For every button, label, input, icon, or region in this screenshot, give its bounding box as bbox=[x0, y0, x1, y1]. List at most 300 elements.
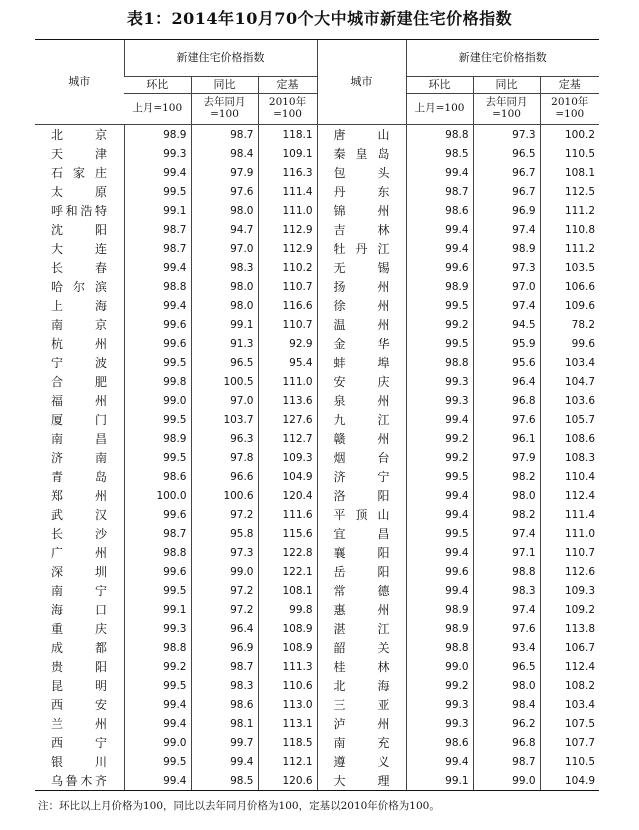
mom-value: 100.0 bbox=[124, 486, 191, 505]
mom-value: 99.5 bbox=[124, 752, 191, 771]
yoy-value: 98.9 bbox=[473, 239, 540, 258]
mom-value: 99.5 bbox=[124, 182, 191, 201]
fixed-base-value: 110.6 bbox=[258, 676, 317, 695]
city-cell bbox=[317, 524, 406, 543]
table-row bbox=[35, 410, 599, 429]
city-cell bbox=[35, 391, 124, 410]
city-cell bbox=[317, 562, 406, 581]
city-cell bbox=[35, 752, 124, 771]
city-name: 宁波 bbox=[51, 356, 107, 370]
mom-value: 98.9 bbox=[406, 277, 473, 296]
yoy-value: 96.4 bbox=[473, 372, 540, 391]
fixed-base-value: 92.9 bbox=[258, 334, 317, 353]
mom-value: 99.5 bbox=[124, 353, 191, 372]
mom-value: 99.4 bbox=[124, 771, 191, 791]
mom-value: 99.4 bbox=[406, 543, 473, 562]
yoy-value: 93.4 bbox=[473, 638, 540, 657]
city-name: 三亚 bbox=[333, 698, 390, 712]
index-group-header: 新建住宅价格指数 bbox=[406, 40, 599, 77]
city-name: 昆明 bbox=[51, 679, 107, 693]
city-name: 青岛 bbox=[51, 470, 107, 484]
fixed-base-value: 107.7 bbox=[540, 733, 599, 752]
fixed-base-value: 111.0 bbox=[258, 372, 317, 391]
table-row bbox=[35, 125, 599, 145]
yoy-value: 97.6 bbox=[473, 410, 540, 429]
yoy-value: 98.3 bbox=[191, 676, 258, 695]
city-name: 天津 bbox=[51, 147, 107, 161]
fixed-base-value: 113.1 bbox=[258, 714, 317, 733]
mom-value: 99.6 bbox=[124, 334, 191, 353]
yoy-value: 97.3 bbox=[191, 543, 258, 562]
fixed-base-value: 99.8 bbox=[258, 600, 317, 619]
city-name: 蚌埠 bbox=[333, 356, 390, 370]
mom-value: 99.4 bbox=[406, 486, 473, 505]
yoy-value: 99.4 bbox=[191, 752, 258, 771]
fixed-base-year-header: 2010年=100 bbox=[540, 94, 599, 125]
yoy-value: 96.2 bbox=[473, 714, 540, 733]
yoy-value: 98.4 bbox=[191, 144, 258, 163]
mom-value: 99.2 bbox=[406, 448, 473, 467]
mom-value: 99.0 bbox=[406, 657, 473, 676]
table-footnote: 注：环比以上月价格为100，同比以去年同月价格为100，定基以2010年价格为100。 bbox=[38, 800, 440, 812]
mom-value: 98.7 bbox=[124, 239, 191, 258]
yoy-value: 98.7 bbox=[191, 125, 258, 145]
fixed-base-value: 122.1 bbox=[258, 562, 317, 581]
table-row bbox=[35, 258, 599, 277]
mom-value: 99.1 bbox=[124, 201, 191, 220]
fixed-base-value: 110.2 bbox=[258, 258, 317, 277]
city-name: 沈阳 bbox=[51, 223, 107, 237]
city-cell bbox=[317, 657, 406, 676]
yoy-value: 99.0 bbox=[191, 562, 258, 581]
yoy-value: 99.7 bbox=[191, 733, 258, 752]
fixed-base-value: 113.0 bbox=[258, 695, 317, 714]
city-cell bbox=[35, 372, 124, 391]
fixed-base-value: 95.4 bbox=[258, 353, 317, 372]
fixed-base-value: 110.7 bbox=[258, 277, 317, 296]
mom-value: 99.5 bbox=[406, 524, 473, 543]
yoy-value: 97.2 bbox=[191, 581, 258, 600]
mom-value: 99.5 bbox=[124, 676, 191, 695]
city-name: 金华 bbox=[333, 337, 390, 351]
table-row bbox=[35, 600, 599, 619]
city-name: 厦门 bbox=[51, 413, 107, 427]
yoy-value: 98.7 bbox=[191, 657, 258, 676]
city-cell bbox=[317, 676, 406, 695]
city-cell bbox=[317, 239, 406, 258]
city-cell bbox=[317, 315, 406, 334]
city-name: 石家庄 bbox=[51, 166, 107, 180]
fixed-base-value: 110.7 bbox=[258, 315, 317, 334]
city-name: 西安 bbox=[51, 698, 107, 712]
mom-header: 环比 bbox=[406, 77, 473, 94]
city-name: 北海 bbox=[333, 679, 390, 693]
yoy-value: 97.4 bbox=[473, 600, 540, 619]
table-row bbox=[35, 277, 599, 296]
city-name: 武汉 bbox=[51, 508, 107, 522]
city-cell bbox=[317, 220, 406, 239]
yoy-value: 97.2 bbox=[191, 505, 258, 524]
yoy-value: 97.9 bbox=[191, 163, 258, 182]
fixed-base-value: 107.5 bbox=[540, 714, 599, 733]
fixed-base-value: 100.2 bbox=[540, 125, 599, 145]
yoy-value: 94.5 bbox=[473, 315, 540, 334]
city-cell bbox=[317, 163, 406, 182]
city-cell bbox=[35, 429, 124, 448]
table-row bbox=[35, 657, 599, 676]
city-name: 贵阳 bbox=[51, 660, 107, 674]
city-cell bbox=[317, 334, 406, 353]
table-row bbox=[35, 695, 599, 714]
city-cell bbox=[35, 182, 124, 201]
fixed-base-value: 111.0 bbox=[258, 201, 317, 220]
city-name: 合肥 bbox=[51, 375, 107, 389]
fixed-base-value: 110.5 bbox=[540, 752, 599, 771]
mom-value: 98.6 bbox=[406, 733, 473, 752]
city-name: 重庆 bbox=[51, 622, 107, 636]
city-cell bbox=[35, 315, 124, 334]
city-cell bbox=[317, 695, 406, 714]
city-name: 福州 bbox=[51, 394, 107, 408]
yoy-value: 96.8 bbox=[473, 733, 540, 752]
mom-value: 98.8 bbox=[406, 353, 473, 372]
city-cell bbox=[317, 600, 406, 619]
mom-value: 99.5 bbox=[124, 581, 191, 600]
yoy-value: 98.2 bbox=[473, 505, 540, 524]
yoy-header: 同比 bbox=[473, 77, 540, 94]
table-row bbox=[35, 239, 599, 258]
city-name: 成都 bbox=[51, 641, 107, 655]
city-name: 惠州 bbox=[333, 603, 390, 617]
mom-header: 环比 bbox=[124, 77, 191, 94]
yoy-value: 96.9 bbox=[191, 638, 258, 657]
city-cell bbox=[35, 277, 124, 296]
fixed-base-value: 110.4 bbox=[540, 467, 599, 486]
city-cell bbox=[35, 733, 124, 752]
yoy-value: 100.6 bbox=[191, 486, 258, 505]
city-name: 宜昌 bbox=[333, 527, 390, 541]
fixed-base-value: 108.3 bbox=[540, 448, 599, 467]
table-title: 表1：2014年10月70个大中城市新建住宅价格指数 bbox=[126, 9, 513, 28]
city-name: 大理 bbox=[333, 774, 390, 788]
city-name: 长沙 bbox=[51, 527, 107, 541]
yoy-value: 91.3 bbox=[191, 334, 258, 353]
city-cell bbox=[317, 771, 406, 791]
city-cell bbox=[35, 505, 124, 524]
yoy-value: 100.5 bbox=[191, 372, 258, 391]
fixed-base-value: 103.4 bbox=[540, 695, 599, 714]
city-cell bbox=[35, 144, 124, 163]
city-cell bbox=[35, 600, 124, 619]
yoy-value: 98.7 bbox=[473, 752, 540, 771]
fixed-base-value: 111.4 bbox=[540, 505, 599, 524]
city-name: 南充 bbox=[333, 736, 390, 750]
yoy-value: 96.3 bbox=[191, 429, 258, 448]
city-name: 丹东 bbox=[333, 185, 390, 199]
city-name: 吉林 bbox=[333, 223, 390, 237]
yoy-value: 96.5 bbox=[473, 657, 540, 676]
fixed-base-value: 111.4 bbox=[258, 182, 317, 201]
table-row bbox=[35, 543, 599, 562]
mom-value: 99.5 bbox=[124, 410, 191, 429]
fixed-base-value: 112.9 bbox=[258, 220, 317, 239]
city-cell bbox=[317, 505, 406, 524]
mom-value: 99.4 bbox=[406, 163, 473, 182]
city-name: 秦皇岛 bbox=[333, 147, 390, 161]
fixed-base-value: 109.3 bbox=[540, 581, 599, 600]
city-name: 深圳 bbox=[51, 565, 107, 579]
fixed-base-value: 108.1 bbox=[258, 581, 317, 600]
fixed-base-value: 110.5 bbox=[540, 144, 599, 163]
fixed-base-value: 112.4 bbox=[540, 486, 599, 505]
mom-value: 99.4 bbox=[406, 410, 473, 429]
city-name: 湛江 bbox=[333, 622, 390, 636]
fixed-base-value: 108.9 bbox=[258, 619, 317, 638]
table-row bbox=[35, 201, 599, 220]
mom-value: 99.3 bbox=[124, 619, 191, 638]
city-name: 南昌 bbox=[51, 432, 107, 446]
city-name: 安庆 bbox=[333, 375, 390, 389]
city-column-header: 城市 bbox=[35, 40, 124, 125]
fixed-base-value: 120.6 bbox=[258, 771, 317, 791]
city-cell bbox=[317, 391, 406, 410]
city-cell bbox=[35, 334, 124, 353]
mom-value: 98.7 bbox=[124, 524, 191, 543]
yoy-value: 96.5 bbox=[191, 353, 258, 372]
city-name: 九江 bbox=[333, 413, 390, 427]
mom-value: 99.4 bbox=[406, 581, 473, 600]
yoy-value: 98.6 bbox=[191, 695, 258, 714]
city-cell bbox=[35, 163, 124, 182]
mom-value: 99.5 bbox=[406, 334, 473, 353]
city-name: 徐州 bbox=[333, 299, 390, 313]
yoy-value: 97.6 bbox=[191, 182, 258, 201]
city-name: 锦州 bbox=[333, 204, 390, 218]
fixed-base-value: 120.4 bbox=[258, 486, 317, 505]
mom-value: 98.7 bbox=[406, 182, 473, 201]
city-name: 洛阳 bbox=[333, 489, 390, 503]
mom-value: 99.2 bbox=[406, 315, 473, 334]
fixed-base-value: 99.6 bbox=[540, 334, 599, 353]
city-cell bbox=[35, 714, 124, 733]
city-cell bbox=[35, 220, 124, 239]
city-name: 海口 bbox=[51, 603, 107, 617]
table-row bbox=[35, 182, 599, 201]
fixed-base-year-header: 2010年=100 bbox=[258, 94, 317, 125]
city-cell bbox=[35, 486, 124, 505]
city-name: 韶关 bbox=[333, 641, 390, 655]
city-cell bbox=[35, 201, 124, 220]
city-cell bbox=[317, 638, 406, 657]
mom-value: 99.4 bbox=[124, 258, 191, 277]
city-name: 泉州 bbox=[333, 394, 390, 408]
fixed-base-value: 104.7 bbox=[540, 372, 599, 391]
yoy-value: 94.7 bbox=[191, 220, 258, 239]
city-name: 银川 bbox=[51, 755, 107, 769]
mom-value: 99.2 bbox=[406, 676, 473, 695]
yoy-value: 103.7 bbox=[191, 410, 258, 429]
city-cell bbox=[35, 467, 124, 486]
fixed-base-value: 109.6 bbox=[540, 296, 599, 315]
fixed-base-value: 111.3 bbox=[258, 657, 317, 676]
city-cell bbox=[317, 619, 406, 638]
mom-value: 99.2 bbox=[406, 429, 473, 448]
table-row bbox=[35, 638, 599, 657]
city-name: 西宁 bbox=[51, 736, 107, 750]
city-cell bbox=[35, 581, 124, 600]
city-cell bbox=[317, 448, 406, 467]
mom-value: 99.5 bbox=[406, 296, 473, 315]
mom-value: 99.3 bbox=[406, 372, 473, 391]
table-row bbox=[35, 581, 599, 600]
yoy-value: 98.3 bbox=[473, 581, 540, 600]
city-name: 平顶山 bbox=[333, 508, 390, 522]
fixed-base-value: 127.6 bbox=[258, 410, 317, 429]
city-name: 呼和浩特 bbox=[51, 204, 107, 218]
table-row bbox=[35, 163, 599, 182]
mom-value: 99.4 bbox=[124, 695, 191, 714]
fixed-base-header: 定基 bbox=[258, 77, 317, 94]
table-row bbox=[35, 448, 599, 467]
fixed-base-value: 103.6 bbox=[540, 391, 599, 410]
fixed-base-value: 122.8 bbox=[258, 543, 317, 562]
yoy-value: 95.6 bbox=[473, 353, 540, 372]
fixed-base-value: 104.9 bbox=[540, 771, 599, 791]
yoy-value: 96.6 bbox=[191, 467, 258, 486]
table-body bbox=[35, 125, 599, 791]
table-row bbox=[35, 562, 599, 581]
fixed-base-value: 110.7 bbox=[540, 543, 599, 562]
city-name: 广州 bbox=[51, 546, 107, 560]
city-cell bbox=[317, 543, 406, 562]
mom-value: 98.9 bbox=[406, 600, 473, 619]
city-cell bbox=[35, 562, 124, 581]
fixed-base-value: 109.3 bbox=[258, 448, 317, 467]
city-cell bbox=[317, 733, 406, 752]
city-column-header: 城市 bbox=[317, 40, 406, 125]
table-row bbox=[35, 467, 599, 486]
table-row bbox=[35, 429, 599, 448]
fixed-base-value: 111.0 bbox=[540, 524, 599, 543]
fixed-base-value: 115.6 bbox=[258, 524, 317, 543]
yoy-value: 96.1 bbox=[473, 429, 540, 448]
city-cell bbox=[35, 125, 124, 145]
mom-value: 99.6 bbox=[124, 505, 191, 524]
city-cell bbox=[317, 486, 406, 505]
yoy-value: 97.8 bbox=[191, 448, 258, 467]
fixed-base-value: 108.6 bbox=[540, 429, 599, 448]
mom-base-header: 上月=100 bbox=[124, 94, 191, 125]
city-cell bbox=[317, 353, 406, 372]
mom-value: 99.3 bbox=[406, 695, 473, 714]
city-cell bbox=[317, 144, 406, 163]
fixed-base-value: 112.6 bbox=[540, 562, 599, 581]
city-cell bbox=[35, 353, 124, 372]
yoy-value: 97.4 bbox=[473, 524, 540, 543]
yoy-value: 97.4 bbox=[473, 220, 540, 239]
city-cell bbox=[317, 581, 406, 600]
yoy-value: 97.4 bbox=[473, 296, 540, 315]
mom-value: 99.4 bbox=[124, 714, 191, 733]
mom-value: 99.1 bbox=[406, 771, 473, 791]
city-cell bbox=[317, 372, 406, 391]
yoy-value: 98.2 bbox=[473, 467, 540, 486]
city-name: 桂林 bbox=[333, 660, 390, 674]
city-name: 泸州 bbox=[333, 717, 390, 731]
fixed-base-value: 103.5 bbox=[540, 258, 599, 277]
table-row bbox=[35, 771, 599, 791]
yoy-value: 98.0 bbox=[191, 296, 258, 315]
table-row bbox=[35, 676, 599, 695]
yoy-value: 98.0 bbox=[191, 201, 258, 220]
mom-value: 99.2 bbox=[124, 657, 191, 676]
price-index-table bbox=[35, 39, 599, 791]
yoy-value: 98.4 bbox=[473, 695, 540, 714]
mom-value: 98.8 bbox=[124, 277, 191, 296]
city-cell bbox=[317, 258, 406, 277]
table-row bbox=[35, 144, 599, 163]
fixed-base-value: 109.1 bbox=[258, 144, 317, 163]
table-row bbox=[35, 752, 599, 771]
mom-value: 99.5 bbox=[406, 467, 473, 486]
city-cell bbox=[317, 125, 406, 145]
table-row bbox=[35, 372, 599, 391]
yoy-value: 98.8 bbox=[473, 562, 540, 581]
table-row bbox=[35, 353, 599, 372]
fixed-base-value: 112.7 bbox=[258, 429, 317, 448]
yoy-value: 97.3 bbox=[473, 125, 540, 145]
city-name: 太原 bbox=[51, 185, 107, 199]
mom-value: 99.0 bbox=[124, 391, 191, 410]
city-name: 兰州 bbox=[51, 717, 107, 731]
fixed-base-value: 112.9 bbox=[258, 239, 317, 258]
yoy-value: 95.8 bbox=[191, 524, 258, 543]
city-name: 大连 bbox=[51, 242, 107, 256]
city-name: 北京 bbox=[51, 128, 107, 142]
city-cell bbox=[35, 771, 124, 791]
city-cell bbox=[317, 752, 406, 771]
yoy-value: 97.0 bbox=[191, 391, 258, 410]
yoy-value: 97.6 bbox=[473, 619, 540, 638]
mom-value: 99.4 bbox=[124, 163, 191, 182]
yoy-value: 99.0 bbox=[473, 771, 540, 791]
yoy-value: 96.5 bbox=[473, 144, 540, 163]
yoy-value: 99.1 bbox=[191, 315, 258, 334]
city-cell bbox=[35, 239, 124, 258]
yoy-value: 97.2 bbox=[191, 600, 258, 619]
mom-value: 99.6 bbox=[406, 258, 473, 277]
mom-value: 99.0 bbox=[124, 733, 191, 752]
mom-value: 98.9 bbox=[124, 125, 191, 145]
table-row bbox=[35, 524, 599, 543]
fixed-base-value: 111.2 bbox=[540, 239, 599, 258]
mom-value: 99.4 bbox=[406, 505, 473, 524]
yoy-header: 同比 bbox=[191, 77, 258, 94]
fixed-base-value: 104.9 bbox=[258, 467, 317, 486]
mom-value: 99.5 bbox=[124, 448, 191, 467]
mom-value: 99.6 bbox=[124, 315, 191, 334]
city-name: 烟台 bbox=[333, 451, 390, 465]
city-cell bbox=[35, 410, 124, 429]
city-name: 郑州 bbox=[51, 489, 107, 503]
city-name: 温州 bbox=[333, 318, 390, 332]
city-cell bbox=[317, 201, 406, 220]
city-cell bbox=[35, 619, 124, 638]
mom-value: 99.8 bbox=[124, 372, 191, 391]
fixed-base-value: 112.5 bbox=[540, 182, 599, 201]
city-name: 襄阳 bbox=[333, 546, 390, 560]
mom-value: 99.3 bbox=[406, 391, 473, 410]
